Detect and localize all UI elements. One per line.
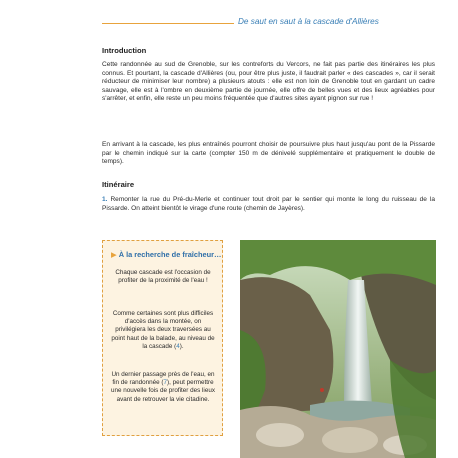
sidebar-p3-before: Un dernier passage près de l'eau, en fin de randonnée ( <box>111 371 215 387</box>
step-text: Remonter la rue du Pré-du-Merle et continuer tout droit par le sentier qui monte le long du ruisseau de la Pissarde. On atteint bientôt le virage d'une route (chemin de Jayères). <box>102 196 435 212</box>
sidebar-p2-ref: 4 <box>176 342 180 350</box>
sidebar-p3-ref: 7 <box>163 379 168 387</box>
sidebar-paragraph-2 <box>110 310 216 351</box>
intro-paragraph-2: En arrivant à la cascade, les plus entraînés pourront choisir de poursuivre plus haut jusqu'au pont de la Pissarde par le chemin indiqué sur la carte (compter 150 m de dénivelé supplémentaire et pratiquement le double de temps). <box>102 141 435 166</box>
header-rule <box>102 23 234 24</box>
sidebar-p2-after: ). <box>179 342 184 350</box>
boulder-1 <box>256 423 304 447</box>
step-number: 1. <box>102 196 108 203</box>
sidebar-p3-after: ), peut permettre une nouvelle fois de profiter des lieux avant de retrouver la vie citadine. <box>111 379 215 403</box>
sidebar-p2-before: Comme certaines sont plus difficiles d'accès dans la montée, on privilégiera les deux traversées au point haut de la balade, au niveau de la cascade ( <box>111 310 215 350</box>
arrow-right-icon: ▶ <box>111 250 117 259</box>
sidebar-title-text: À la recherche de fraîcheur… <box>118 250 222 259</box>
page-header-title: De saut en saut à la cascade d'Allières <box>238 17 379 26</box>
sidebar-paragraph-1: Chaque cascade est l'occasion de profiter de la proximité de l'eau ! <box>115 269 211 285</box>
intro-heading: Introduction <box>102 46 147 55</box>
boulder-2 <box>322 427 378 453</box>
waterfall-photo <box>240 240 436 458</box>
hiker <box>320 388 324 392</box>
intro-paragraph-1: Cette randonnée au sud de Grenoble, sur les contreforts du Vercors, ne fait pas partie des itinéraires les plus connus. Et pourtant, la cascade d'Allières (ou, pour être plus juste, il faudrait parler « des cascades », car il serait réducteur de minimiser leur nombre) a plusieurs atouts : elle est non loin de Grenoble tout en gardant un cadre sauvage, elle est à l'ombre en deuxième partie de journée, elle offre de belles vues et des lieux agréables pour s'arrêter, et enfin, elle reste un peu moins fréquentée que d'autres sites ayant pignon sur rue ! <box>102 61 435 103</box>
sidebar-box <box>102 240 223 436</box>
itinerary-step-1 <box>102 196 435 213</box>
sidebar-title <box>111 250 221 259</box>
sidebar-paragraph-3 <box>110 371 216 404</box>
itinerary-heading: Itinéraire <box>102 180 135 189</box>
